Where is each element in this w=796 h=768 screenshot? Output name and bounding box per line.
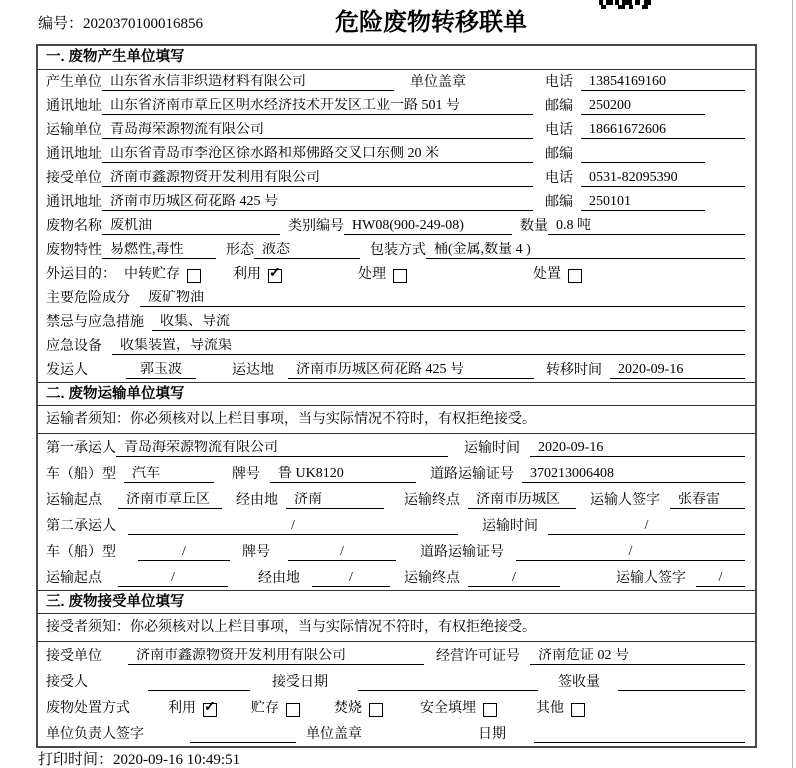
carrier-signature-label: 运输人签字 <box>616 570 686 586</box>
route1-start-value: 济南市章丘区 <box>118 492 222 509</box>
row-dispatch <box>38 358 755 382</box>
accept-date-value <box>358 690 538 691</box>
plate2-value: / <box>288 544 396 561</box>
transporter-phone-value: 18661672606 <box>581 122 745 139</box>
carrier2-value: / <box>128 518 458 535</box>
category-value: HW08(900-249-08) <box>344 218 512 235</box>
address-label: 通讯地址 <box>46 146 102 162</box>
print-time-label: 打印时间： <box>38 752 114 768</box>
zip-label: 邮编 <box>545 194 573 210</box>
vehicle2-type-value: / <box>138 544 230 561</box>
producer-zip-value: 250200 <box>581 98 705 115</box>
route2-start-value: / <box>118 570 228 587</box>
disposal-checkbox-incinerate <box>369 703 383 717</box>
phone-label: 电话 <box>545 122 573 138</box>
route-via-label: 经由地 <box>236 492 278 508</box>
row-responsible-signature <box>38 720 755 746</box>
disposal-method-label: 废物处置方式 <box>46 700 130 716</box>
producer-phone-value: 13854169160 <box>581 74 745 91</box>
route1-signature-value: 张春雷 <box>670 492 745 509</box>
disposal-option-other-label: 其他 <box>536 700 564 716</box>
responsible-signature-label: 单位负责人签字 <box>46 726 144 742</box>
received-amount-value <box>618 690 745 691</box>
receiver-address-value: 济南市历城区荷花路 425 号 <box>102 194 533 211</box>
route1-end-value: 济南市历城区 <box>468 492 576 509</box>
dispatcher-label: 发运人 <box>46 362 88 378</box>
row-receiver-address <box>38 190 755 214</box>
row-taboo <box>38 310 755 334</box>
address-label: 通讯地址 <box>46 194 102 210</box>
transfer-time-label: 转移时间 <box>546 362 602 378</box>
purpose-option-use-label: 利用 <box>233 266 261 282</box>
waste-name-label: 废物名称 <box>46 218 102 234</box>
row-producer <box>38 70 755 94</box>
serial-label: 编号： <box>38 16 84 32</box>
producer-address-value: 山东省济南市章丘区明水经济技术开发区工业一路 501 号 <box>102 98 533 115</box>
disposal-checkbox-landfill <box>483 703 497 717</box>
row-vehicle1 <box>38 460 755 486</box>
transporter-label: 运输单位 <box>46 122 102 138</box>
packing-value: 桶(金属,数量 4 ) <box>426 242 745 259</box>
destination-value: 济南市历城区荷花路 425 号 <box>288 362 534 379</box>
row-hazard <box>38 286 755 310</box>
section2-title: 二. 废物运输单位填写 <box>38 382 755 406</box>
transporter-address-value: 山东省青岛市李沧区徐水路和郑佛路交叉口东侧 20 米 <box>102 146 533 163</box>
phone-label: 电话 <box>545 74 573 90</box>
row-waste-name <box>38 214 755 238</box>
purpose-checkbox-use <box>268 269 282 283</box>
row-transporter-address <box>38 142 755 166</box>
disposal-option-store-label: 贮存 <box>251 700 279 716</box>
row-receiver <box>38 166 755 190</box>
waste-name-value: 废机油 <box>102 218 280 235</box>
purpose-option-dispose-label: 处置 <box>533 266 561 282</box>
transfer-time-value: 2020-09-16 <box>610 362 745 379</box>
vehicle-type-label: 车（船）型 <box>46 466 116 482</box>
equipment-value: 收集装置，导流渠 <box>112 338 745 355</box>
seal-label: 单位盖章 <box>410 74 466 90</box>
row-producer-address <box>38 94 755 118</box>
section1-title: 一. 废物产生单位填写 <box>38 46 755 70</box>
route1-via-value: 济南 <box>286 492 384 509</box>
route-start-label: 运输起点 <box>46 570 102 586</box>
accept-person-value <box>148 690 250 691</box>
purpose-checkbox-treat <box>393 269 407 283</box>
packing-label: 包装方式 <box>370 242 426 258</box>
route-end-label: 运输终点 <box>404 492 460 508</box>
responsible-signature-value <box>190 742 296 743</box>
received-amount-label: 签收量 <box>558 674 600 690</box>
carrier2-label: 第二承运人 <box>46 518 116 534</box>
print-time-value: 2020-09-16 10:49:51 <box>113 752 241 768</box>
form-value: 液态 <box>254 242 360 259</box>
page-title: 危险废物转移联单 <box>335 9 527 36</box>
vehicle-type-label: 车（船）型 <box>46 544 116 560</box>
traits-label: 废物特性 <box>46 242 102 258</box>
row-transporter <box>38 118 755 142</box>
quantity-label: 数量 <box>520 218 548 234</box>
address-label: 通讯地址 <box>46 98 102 114</box>
road-license-label: 道路运输证号 <box>430 466 514 482</box>
phone-label: 电话 <box>545 170 573 186</box>
zip-label: 邮编 <box>545 146 573 162</box>
category-label: 类别编号 <box>288 218 344 234</box>
receiver-phone-group <box>545 170 745 187</box>
equipment-label: 应急设备 <box>46 338 102 354</box>
road-license-label: 道路运输证号 <box>420 544 504 560</box>
carrier1-time-value: 2020-09-16 <box>530 440 745 457</box>
print-time <box>38 748 240 768</box>
row-route1 <box>38 486 755 512</box>
route2-end-value: / <box>468 570 560 587</box>
disposal-checkbox-use <box>203 703 217 717</box>
plate-label: 牌号 <box>242 544 270 560</box>
transport-time-label: 运输时间 <box>464 440 520 456</box>
purpose-option-transfer-label: 中转贮存 <box>124 266 180 282</box>
quantity-value: 0.8 吨 <box>548 218 745 235</box>
disposal-option-use-label: 利用 <box>168 700 196 716</box>
receiver-zip-value: 250101 <box>581 194 705 211</box>
transporter-zip-value <box>581 162 705 163</box>
hazard-label: 主要危险成分 <box>46 290 130 306</box>
producer-value: 山东省永信非织造材料有限公司 <box>102 74 394 91</box>
row-accept-person <box>38 668 755 694</box>
receiver-zip-group <box>545 194 745 211</box>
row-carrier2 <box>38 512 755 538</box>
purpose-label: 外运目的： <box>46 266 116 282</box>
row-route2 <box>38 564 755 590</box>
route2-via-value: / <box>312 570 390 587</box>
hazard-value: 废矿物油 <box>140 290 745 307</box>
permit-label: 经营许可证号 <box>436 648 520 664</box>
row-accept-unit <box>38 642 755 668</box>
destination-label: 运达地 <box>232 362 274 378</box>
taboo-label: 禁忌与应急措施 <box>46 314 144 330</box>
row-disposal-method <box>38 694 755 720</box>
purpose-checkbox-dispose <box>568 269 582 283</box>
row-waste-traits <box>38 238 755 262</box>
carrier2-time-value: / <box>548 518 745 535</box>
producer-zip-group <box>545 98 745 115</box>
producer-phone-group <box>545 74 745 91</box>
qr-code-fragment <box>599 0 651 11</box>
receiver-phone-value: 0531-82095390 <box>581 170 745 187</box>
permit-value: 济南危证 02 号 <box>530 648 745 665</box>
plate-label: 牌号 <box>232 466 260 482</box>
transport-time-label: 运输时间 <box>482 518 538 534</box>
manifest-table <box>36 44 757 748</box>
taboo-value: 收集、导流 <box>152 314 745 331</box>
accept-date-label: 接受日期 <box>272 674 328 690</box>
route2-signature-value: / <box>696 570 745 587</box>
form-label: 形态 <box>226 242 254 258</box>
road-license-value: 370213006408 <box>522 466 745 483</box>
carrier-signature-label: 运输人签字 <box>590 492 660 508</box>
disposal-checkbox-other <box>571 703 585 717</box>
accept-person-label: 接受人 <box>46 674 88 690</box>
route-start-label: 运输起点 <box>46 492 102 508</box>
row-vehicle2 <box>38 538 755 564</box>
zip-label: 邮编 <box>545 98 573 114</box>
transporter-value: 青岛海荣源物流有限公司 <box>102 122 533 139</box>
disposal-checkbox-store <box>286 703 300 717</box>
row-carrier1 <box>38 434 755 460</box>
purpose-option-treat-label: 处理 <box>358 266 386 282</box>
road-license2-value: / <box>516 544 745 561</box>
sign-date-value <box>534 742 745 743</box>
route-end-label: 运输终点 <box>404 570 460 586</box>
receiver-value: 济南市鑫源物资开发利用有限公司 <box>102 170 533 187</box>
producer-label: 产生单位 <box>46 74 102 90</box>
section2-notice: 运输者须知：你必须核对以上栏目事项，当与实际情况不符时，有权拒绝接受。 <box>38 406 755 434</box>
route-via-label: 经由地 <box>258 570 300 586</box>
row-equipment <box>38 334 755 358</box>
transporter-phone-group <box>545 122 745 139</box>
vehicle1-type-value: 汽车 <box>124 466 214 483</box>
section3-title: 三. 废物接受单位填写 <box>38 590 755 614</box>
accept-unit-label: 接受单位 <box>46 648 102 664</box>
dispatcher-value: 郭玉波 <box>126 362 196 379</box>
plate-value: 鲁 UK8120 <box>270 466 416 483</box>
receiver-label: 接受单位 <box>46 170 102 186</box>
carrier1-value: 青岛海荣源物流有限公司 <box>116 440 448 457</box>
serial-value: 2020370100016856 <box>83 16 204 32</box>
row-purpose <box>38 262 755 286</box>
carrier1-label: 第一承运人 <box>46 440 116 456</box>
purpose-checkbox-transfer <box>187 269 201 283</box>
accept-unit-value: 济南市鑫源物资开发利用有限公司 <box>128 648 424 665</box>
page-edge-divider <box>792 0 793 768</box>
disposal-option-incinerate-label: 焚烧 <box>334 700 362 716</box>
sign-date-label: 日期 <box>478 726 506 742</box>
section3-notice: 接受者须知：你必须核对以上栏目事项，当与实际情况不符时，有权拒绝接受。 <box>38 614 755 642</box>
unit-seal-label: 单位盖章 <box>306 726 362 742</box>
disposal-option-landfill-label: 安全填埋 <box>420 700 476 716</box>
transporter-zip-group <box>545 147 745 163</box>
traits-value: 易燃性,毒性 <box>102 242 216 259</box>
